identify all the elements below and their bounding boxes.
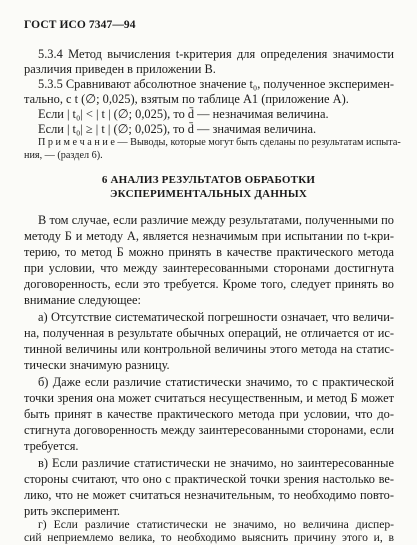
- paragraph-line: В том случае, если различие между результатами, полученными по: [38, 213, 394, 227]
- item-b-line: требуется.: [24, 439, 79, 453]
- item-b-line: стигнута договоренность между заинтересованными сторонами, если: [24, 423, 394, 437]
- sec-535-line-2: тально, с t (∅; 0,025), взятым по таблице А1 (приложение А).: [24, 92, 349, 106]
- paragraph-line: методу Б и методу А, является незначимым при испытании по t-кри-: [24, 229, 394, 243]
- note-line-1: П р и м е ч а н и е — Выводы, которые могут быть сделаны по результатам испыта-: [38, 137, 401, 148]
- item-b-line: б) Даже если различие статистически значимо, то с практической: [38, 375, 394, 389]
- item-a-line: тически значимую разницу.: [24, 358, 170, 372]
- item-a-line: тинной величины или контрольной величины этого метода на статис-: [24, 342, 394, 356]
- paragraph-line: внимание следующее:: [24, 293, 141, 307]
- item-b-line: точки зрения она может считаться несущественным, и метод Б может: [24, 391, 394, 405]
- sec-534-line-1: 5.3.4 Метод вычисления t-критерия для определения значимости: [38, 47, 394, 61]
- paragraph-line: договоренность, если это требуется. Кроме того, следует принять во: [24, 277, 394, 291]
- item-d-line: г) Если различие статистически не значимо, но величина диспер-: [38, 518, 394, 531]
- paragraph-line: при условии, что между заинтересованными сторонами достигнута: [24, 261, 394, 275]
- section-6-title-line-2: ЭКСПЕРИМЕНТАЛЬНЫХ ДАННЫХ: [110, 188, 307, 200]
- sec-534-line-2: различия приведен в приложении В.: [24, 62, 216, 76]
- item-c-line: лико, что не может считаться незначительным, то необходимо повто-: [24, 488, 394, 502]
- item-b-line: быть принят в качестве практического метода при условии, что до-: [24, 407, 394, 421]
- item-d-line: сий неприемлемо велика, то необходимо выяснить причину этого и, в: [24, 531, 394, 544]
- item-c-line: рить эксперимент.: [24, 504, 121, 518]
- document-header: ГОСТ ИСО 7347—94: [24, 19, 136, 31]
- paragraph-line: терию, то метод Б можно принять в качестве практического метода: [24, 245, 394, 259]
- item-c-line: в) Если различие статистически не значимо, но заинтересованные: [38, 456, 394, 470]
- sec-535-line-1: 5.3.5 Сравнивают абсолютное значение t₀, полученное эксперимен-: [38, 77, 394, 91]
- sec-535-line-3: Если | t₀| < | t | (∅; 0,025), то d̄ — незначимая величина.: [38, 107, 329, 121]
- item-c-line: стороны считают, что оно с практической точки зрения настолько ве-: [24, 472, 394, 486]
- section-6-title-line-1: 6 АНАЛИЗ РЕЗУЛЬТАТОВ ОБРАБОТКИ: [101, 174, 316, 186]
- note-line-2: ния, — (раздел 6).: [24, 150, 103, 161]
- sec-535-line-4: Если | t₀| ≥ | t | (∅; 0,025), то d̄ — значимая величина.: [38, 122, 317, 136]
- item-a-line: на, полученная в результате обычных операций, не отличается от ис-: [24, 326, 394, 340]
- item-a-line: а) Отсутствие систематической погрешности означает, что величи-: [38, 310, 394, 324]
